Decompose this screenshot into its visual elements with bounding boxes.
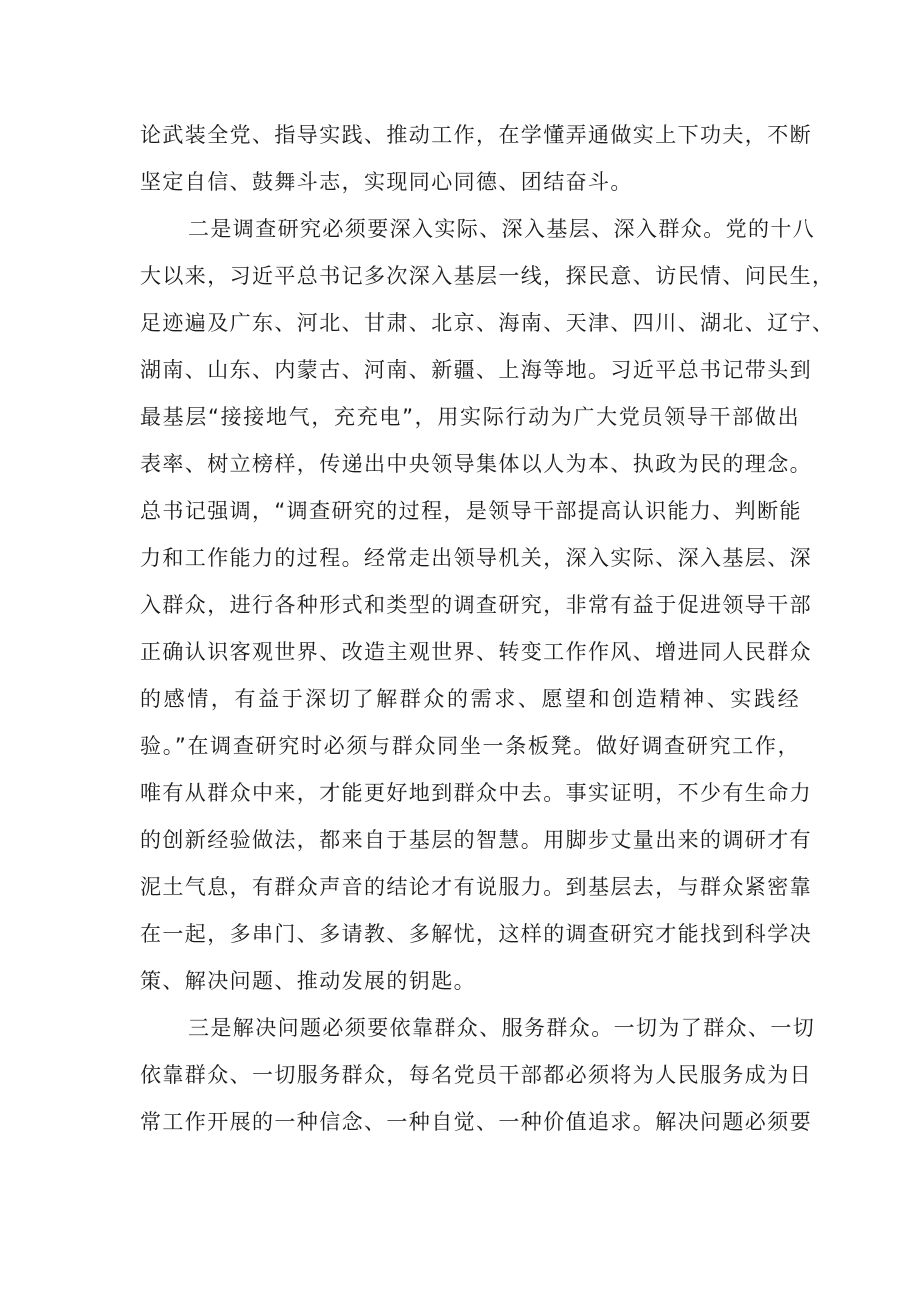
text-line: 验。”在调查研究时必须与群众同坐一条板凳。做好调查研究工作， <box>140 734 800 758</box>
text-line: 总书记强调，“调查研究的过程，是领导干部提高认识能力、判断能 <box>140 499 802 523</box>
paragraph-start-line: 二是调查研究必须要深入实际、深入基层、深入群众。党的十八 <box>188 217 816 241</box>
text-line: 常工作开展的一种信念、一种自觉、一种价值追求。解决问题必须要 <box>140 1110 812 1134</box>
text-line: 策、解决问题、推动发展的钥匙。 <box>140 969 476 993</box>
text-line: 力和工作能力的过程。经常走出领导机关，深入实际、深入基层、深 <box>140 546 812 570</box>
text-line: 正确认识客观世界、改造主观世界、转变工作作风、增进同人民群众 <box>140 640 812 664</box>
text-line: 依靠群众、一切服务群众，每名党员干部都必须将为人民服务成为日 <box>140 1063 812 1087</box>
text-line: 最基层“接接地气，充充电”，用实际行动为广大党员领导干部做出 <box>140 405 800 429</box>
text-line: 唯有从群众中来，才能更好地到群众中去。事实证明，不少有生命力 <box>140 781 812 805</box>
text-line: 入群众，进行各种形式和类型的调查研究，非常有益于促进领导干部 <box>140 593 812 617</box>
text-line: 坚定自信、鼓舞斗志，实现同心同德、团结奋斗。 <box>140 170 633 194</box>
text-line: 湖南、山东、内蒙古、河南、新疆、上海等地。习近平总书记带头到 <box>140 358 812 382</box>
text-line: 表率、树立榜样，传递出中央领导集体以人为本、执政为民的理念。 <box>140 452 812 476</box>
text-line: 足迹遍及广东、河北、甘肃、北京、海南、天津、四川、湖北、辽宁、 <box>140 311 835 335</box>
text-line: 大以来，习近平总书记多次深入基层一线，探民意、访民情、问民生， <box>140 264 835 288</box>
text-line: 论武装全党、指导实践、推动工作，在学懂弄通做实上下功夫，不断 <box>140 123 812 147</box>
text-line: 的感情，有益于深切了解群众的需求、愿望和创造精神、实践经 <box>140 687 800 711</box>
paragraph-start-line: 三是解决问题必须要依靠群众、服务群众。一切为了群众、一切 <box>188 1016 816 1040</box>
text-line: 在一起，多串门、多请教、多解忧，这样的调查研究才能找到科学决 <box>140 922 812 946</box>
text-line: 泥土气息，有群众声音的结论才有说服力。到基层去，与群众紧密靠 <box>140 875 812 899</box>
text-line: 的创新经验做法，都来自于基层的智慧。用脚步丈量出来的调研才有 <box>140 828 812 852</box>
